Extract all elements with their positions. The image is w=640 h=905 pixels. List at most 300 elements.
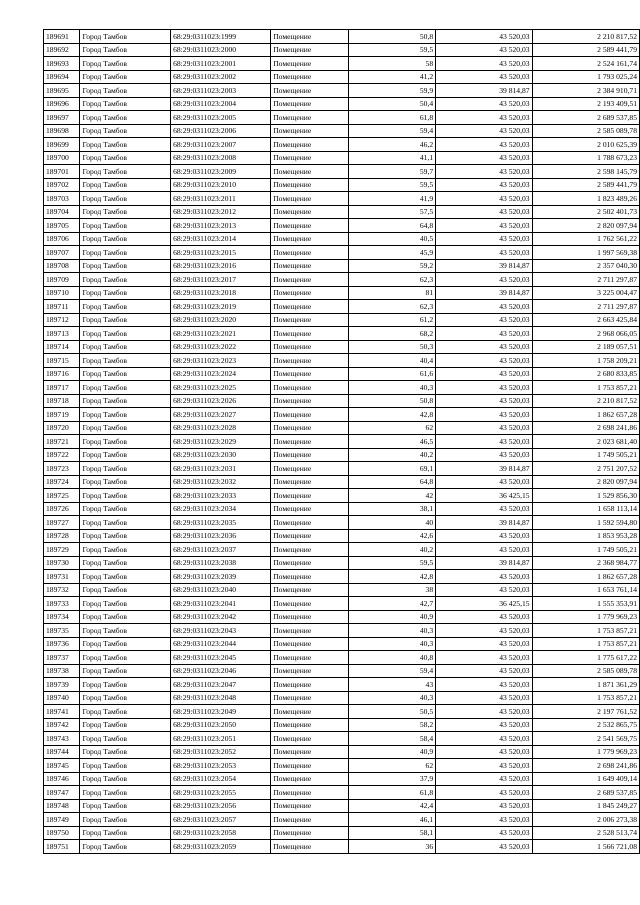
object-type-cell: Помещение [271,70,349,84]
cadastral-number-cell: 68:29:0311023:2027 [171,408,271,422]
unit-price-cell: 43 520,03 [436,624,532,638]
table-row [44,57,640,71]
cadastral-value-cell: 1 779 969,23 [532,610,639,624]
cadastral-value-cell: 2 585 089,78 [532,124,639,138]
unit-price-cell: 43 520,03 [436,151,532,165]
unit-price-cell: 43 520,03 [436,813,532,827]
cadastral-number-cell: 68:29:0311023:2036 [171,529,271,543]
city-cell: Город Тамбов [80,421,171,435]
unit-price-cell: 43 520,03 [436,327,532,341]
unit-price-cell: 43 520,03 [436,138,532,152]
object-type-cell: Помещение [271,718,349,732]
cadastral-value-cell: 2 689 537,85 [532,111,639,125]
area-cell: 59,2 [349,259,436,273]
row-id-cell: 189707 [44,246,80,260]
table-row [44,327,640,341]
table-row [44,448,640,462]
city-cell: Город Тамбов [80,232,171,246]
object-type-cell: Помещение [271,664,349,678]
area-cell: 81 [349,286,436,300]
cadastral-number-cell: 68:29:0311023:2043 [171,624,271,638]
area-cell: 61,6 [349,367,436,381]
cadastral-number-cell: 68:29:0311023:2056 [171,799,271,813]
row-id-cell: 189704 [44,205,80,219]
object-type-cell: Помещение [271,786,349,800]
city-cell: Город Тамбов [80,772,171,786]
city-cell: Город Тамбов [80,570,171,584]
city-cell: Город Тамбов [80,138,171,152]
row-id-cell: 189730 [44,556,80,570]
row-id-cell: 189729 [44,543,80,557]
area-cell: 62 [349,759,436,773]
row-id-cell: 189698 [44,124,80,138]
row-id-cell: 189750 [44,826,80,840]
table-row [44,705,640,719]
unit-price-cell: 43 520,03 [436,705,532,719]
cadastral-number-cell: 68:29:0311023:2013 [171,219,271,233]
row-id-cell: 189718 [44,394,80,408]
city-cell: Город Тамбов [80,30,171,44]
cadastral-number-cell: 68:29:0311023:2053 [171,759,271,773]
cadastral-value-cell: 1 753 857,21 [532,624,639,638]
city-cell: Город Тамбов [80,448,171,462]
object-type-cell: Помещение [271,705,349,719]
table-row [44,583,640,597]
row-id-cell: 189725 [44,489,80,503]
cadastral-number-cell: 68:29:0311023:2057 [171,813,271,827]
cadastral-value-cell: 1 749 505,21 [532,448,639,462]
cadastral-number-cell: 68:29:0311023:2059 [171,840,271,854]
object-type-cell: Помещение [271,624,349,638]
row-id-cell: 189716 [44,367,80,381]
cadastral-number-cell: 68:29:0311023:2042 [171,610,271,624]
unit-price-cell: 39 814,87 [436,84,532,98]
cadastral-value-cell: 2 532 865,75 [532,718,639,732]
object-type-cell: Помещение [271,759,349,773]
cadastral-number-cell: 68:29:0311023:2051 [171,732,271,746]
row-id-cell: 189746 [44,772,80,786]
unit-price-cell: 43 520,03 [436,97,532,111]
city-cell: Город Тамбов [80,664,171,678]
table-row [44,30,640,44]
area-cell: 40 [349,516,436,530]
cadastral-number-cell: 68:29:0311023:2039 [171,570,271,584]
row-id-cell: 189737 [44,651,80,665]
row-id-cell: 189751 [44,840,80,854]
cadastral-value-cell: 1 753 857,21 [532,691,639,705]
cadastral-number-cell: 68:29:0311023:2026 [171,394,271,408]
object-type-cell: Помещение [271,286,349,300]
area-cell: 40,3 [349,381,436,395]
cadastral-value-cell: 2 368 984,77 [532,556,639,570]
object-type-cell: Помещение [271,165,349,179]
cadastral-value-cell: 1 793 025,24 [532,70,639,84]
unit-price-cell: 43 520,03 [436,543,532,557]
city-cell: Город Тамбов [80,759,171,773]
row-id-cell: 189723 [44,462,80,476]
unit-price-cell: 43 520,03 [436,637,532,651]
area-cell: 45,9 [349,246,436,260]
unit-price-cell: 43 520,03 [436,732,532,746]
object-type-cell: Помещение [271,732,349,746]
city-cell: Город Тамбов [80,205,171,219]
cadastral-number-cell: 68:29:0311023:2000 [171,43,271,57]
table-row [44,718,640,732]
unit-price-cell: 43 520,03 [436,246,532,260]
object-type-cell: Помещение [271,151,349,165]
cadastral-value-cell: 2 751 207,52 [532,462,639,476]
row-id-cell: 189727 [44,516,80,530]
cadastral-number-cell: 68:29:0311023:2035 [171,516,271,530]
area-cell: 41,9 [349,192,436,206]
row-id-cell: 189706 [44,232,80,246]
cadastral-value-cell: 2 689 537,85 [532,786,639,800]
area-cell: 59,5 [349,178,436,192]
area-cell: 62 [349,421,436,435]
cadastral-number-cell: 68:29:0311023:2018 [171,286,271,300]
unit-price-cell: 43 520,03 [436,448,532,462]
cadastral-value-cell: 1 592 594,80 [532,516,639,530]
city-cell: Город Тамбов [80,286,171,300]
cadastral-number-cell: 68:29:0311023:2046 [171,664,271,678]
cadastral-value-cell: 2 006 273,38 [532,813,639,827]
city-cell: Город Тамбов [80,529,171,543]
cadastral-value-cell: 2 193 409,51 [532,97,639,111]
area-cell: 46,1 [349,813,436,827]
area-cell: 41,1 [349,151,436,165]
area-cell: 37,9 [349,772,436,786]
object-type-cell: Помещение [271,475,349,489]
unit-price-cell: 43 520,03 [436,394,532,408]
row-id-cell: 189747 [44,786,80,800]
unit-price-cell: 43 520,03 [436,475,532,489]
cadastral-value-cell: 1 853 953,28 [532,529,639,543]
area-cell: 50,3 [349,340,436,354]
cadastral-number-cell: 68:29:0311023:2034 [171,502,271,516]
row-id-cell: 189708 [44,259,80,273]
cadastral-value-cell: 1 871 361,29 [532,678,639,692]
table-row [44,259,640,273]
cadastral-value-cell: 3 225 004,47 [532,286,639,300]
city-cell: Город Тамбов [80,678,171,692]
row-id-cell: 189742 [44,718,80,732]
city-cell: Город Тамбов [80,543,171,557]
city-cell: Город Тамбов [80,637,171,651]
cadastral-number-cell: 68:29:0311023:2003 [171,84,271,98]
row-id-cell: 189738 [44,664,80,678]
cadastral-number-cell: 68:29:0311023:2004 [171,97,271,111]
row-id-cell: 189709 [44,273,80,287]
cadastral-number-cell: 68:29:0311023:2049 [171,705,271,719]
area-cell: 58,1 [349,826,436,840]
area-cell: 50,4 [349,97,436,111]
cadastral-number-cell: 68:29:0311023:2006 [171,124,271,138]
object-type-cell: Помещение [271,637,349,651]
object-type-cell: Помещение [271,516,349,530]
table-row [44,313,640,327]
object-type-cell: Помещение [271,813,349,827]
unit-price-cell: 43 520,03 [436,219,532,233]
cadastral-value-cell: 2 585 089,78 [532,664,639,678]
object-type-cell: Помещение [271,300,349,314]
table-row [44,219,640,233]
city-cell: Город Тамбов [80,367,171,381]
city-cell: Город Тамбов [80,313,171,327]
row-id-cell: 189740 [44,691,80,705]
city-cell: Город Тамбов [80,732,171,746]
area-cell: 42,4 [349,799,436,813]
area-cell: 62,3 [349,273,436,287]
city-cell: Город Тамбов [80,583,171,597]
cadastral-value-cell: 1 749 505,21 [532,543,639,557]
unit-price-cell: 43 520,03 [436,124,532,138]
object-type-cell: Помещение [271,556,349,570]
unit-price-cell: 39 814,87 [436,286,532,300]
row-id-cell: 189736 [44,637,80,651]
table-row [44,826,640,840]
table-row [44,637,640,651]
object-type-cell: Помещение [271,259,349,273]
table-row [44,759,640,773]
unit-price-cell: 43 520,03 [436,313,532,327]
table-row [44,610,640,624]
city-cell: Город Тамбов [80,327,171,341]
city-cell: Город Тамбов [80,705,171,719]
row-id-cell: 189719 [44,408,80,422]
table-row [44,124,640,138]
object-type-cell: Помещение [271,30,349,44]
table-row [44,597,640,611]
object-type-cell: Помещение [271,435,349,449]
area-cell: 59,4 [349,664,436,678]
object-type-cell: Помещение [271,610,349,624]
city-cell: Город Тамбов [80,624,171,638]
cadastral-number-cell: 68:29:0311023:2058 [171,826,271,840]
object-type-cell: Помещение [271,97,349,111]
cadastral-number-cell: 68:29:0311023:2007 [171,138,271,152]
unit-price-cell: 43 520,03 [436,718,532,732]
row-id-cell: 189700 [44,151,80,165]
cadastral-number-cell: 68:29:0311023:2054 [171,772,271,786]
object-type-cell: Помещение [271,772,349,786]
cadastral-number-cell: 68:29:0311023:2029 [171,435,271,449]
city-cell: Город Тамбов [80,502,171,516]
table-row [44,556,640,570]
cadastral-number-cell: 68:29:0311023:2020 [171,313,271,327]
object-type-cell: Помещение [271,381,349,395]
row-id-cell: 189701 [44,165,80,179]
row-id-cell: 189714 [44,340,80,354]
row-id-cell: 189739 [44,678,80,692]
table-row [44,624,640,638]
table-row [44,232,640,246]
city-cell: Город Тамбов [80,57,171,71]
cadastral-value-cell: 2 598 145,79 [532,165,639,179]
object-type-cell: Помещение [271,138,349,152]
table-row [44,664,640,678]
table-row [44,813,640,827]
unit-price-cell: 43 520,03 [436,570,532,584]
area-cell: 59,5 [349,556,436,570]
row-id-cell: 189696 [44,97,80,111]
object-type-cell: Помещение [271,583,349,597]
cadastral-number-cell: 68:29:0311023:2019 [171,300,271,314]
row-id-cell: 189694 [44,70,80,84]
city-cell: Город Тамбов [80,435,171,449]
cadastral-value-cell: 2 010 625,39 [532,138,639,152]
table-row [44,408,640,422]
object-type-cell: Помещение [271,43,349,57]
table-row [44,178,640,192]
area-cell: 64,8 [349,475,436,489]
cadastral-value-cell: 1 862 657,28 [532,408,639,422]
city-cell: Город Тамбов [80,84,171,98]
unit-price-cell: 43 520,03 [436,435,532,449]
cadastral-number-cell: 68:29:0311023:2041 [171,597,271,611]
table-row [44,435,640,449]
area-cell: 59,9 [349,84,436,98]
unit-price-cell: 36 425,15 [436,489,532,503]
city-cell: Город Тамбов [80,165,171,179]
unit-price-cell: 43 520,03 [436,529,532,543]
unit-price-cell: 43 520,03 [436,826,532,840]
cadastral-value-cell: 2 711 297,87 [532,300,639,314]
cadastral-value-cell: 2 698 241,86 [532,759,639,773]
object-type-cell: Помещение [271,192,349,206]
unit-price-cell: 43 520,03 [436,678,532,692]
city-cell: Город Тамбов [80,651,171,665]
area-cell: 46,2 [349,138,436,152]
unit-price-cell: 43 520,03 [436,178,532,192]
table-row [44,745,640,759]
area-cell: 46,5 [349,435,436,449]
cadastral-value-cell: 2 663 425,84 [532,313,639,327]
cadastral-number-cell: 68:29:0311023:2022 [171,340,271,354]
object-type-cell: Помещение [271,543,349,557]
city-cell: Город Тамбов [80,691,171,705]
cadastral-number-cell: 68:29:0311023:2016 [171,259,271,273]
area-cell: 40,4 [349,354,436,368]
row-id-cell: 189702 [44,178,80,192]
cadastral-number-cell: 68:29:0311023:2052 [171,745,271,759]
table-row [44,111,640,125]
table-row [44,246,640,260]
unit-price-cell: 43 520,03 [436,300,532,314]
table-row [44,651,640,665]
table-body [44,30,640,854]
city-cell: Город Тамбов [80,718,171,732]
cadastral-number-cell: 68:29:0311023:2001 [171,57,271,71]
unit-price-cell: 43 520,03 [436,610,532,624]
city-cell: Город Тамбов [80,408,171,422]
cadastral-number-cell: 68:29:0311023:1999 [171,30,271,44]
cadastral-value-cell: 2 589 441,79 [532,43,639,57]
city-cell: Город Тамбов [80,475,171,489]
unit-price-cell: 43 520,03 [436,354,532,368]
unit-price-cell: 43 520,03 [436,43,532,57]
cadastral-number-cell: 68:29:0311023:2025 [171,381,271,395]
cadastral-value-cell: 2 589 441,79 [532,178,639,192]
table-row [44,840,640,854]
cadastral-number-cell: 68:29:0311023:2033 [171,489,271,503]
row-id-cell: 189744 [44,745,80,759]
cadastral-value-cell: 1 758 209,21 [532,354,639,368]
cadastral-value-cell: 1 779 969,23 [532,745,639,759]
table-row [44,394,640,408]
area-cell: 69,1 [349,462,436,476]
cadastral-value-cell: 1 566 721,08 [532,840,639,854]
cadastral-number-cell: 68:29:0311023:2002 [171,70,271,84]
cadastral-value-table [43,29,640,854]
cadastral-number-cell: 68:29:0311023:2012 [171,205,271,219]
city-cell: Город Тамбов [80,610,171,624]
object-type-cell: Помещение [271,273,349,287]
object-type-cell: Помещение [271,367,349,381]
cadastral-value-cell: 2 820 097,94 [532,219,639,233]
table-row [44,340,640,354]
city-cell: Город Тамбов [80,43,171,57]
table-row [44,138,640,152]
area-cell: 68,2 [349,327,436,341]
row-id-cell: 189735 [44,624,80,638]
cadastral-value-cell: 1 862 657,28 [532,570,639,584]
cadastral-value-cell: 1 823 489,26 [532,192,639,206]
cadastral-value-cell: 2 968 066,05 [532,327,639,341]
unit-price-cell: 43 520,03 [436,408,532,422]
cadastral-number-cell: 68:29:0311023:2032 [171,475,271,489]
unit-price-cell: 43 520,03 [436,421,532,435]
unit-price-cell: 43 520,03 [436,57,532,71]
row-id-cell: 189699 [44,138,80,152]
area-cell: 50,5 [349,705,436,719]
unit-price-cell: 43 520,03 [436,340,532,354]
row-id-cell: 189745 [44,759,80,773]
table-row [44,354,640,368]
cadastral-number-cell: 68:29:0311023:2014 [171,232,271,246]
city-cell: Город Тамбов [80,840,171,854]
area-cell: 59,5 [349,43,436,57]
table-row [44,489,640,503]
area-cell: 38,1 [349,502,436,516]
unit-price-cell: 43 520,03 [436,759,532,773]
object-type-cell: Помещение [271,799,349,813]
unit-price-cell: 43 520,03 [436,367,532,381]
city-cell: Город Тамбов [80,259,171,273]
row-id-cell: 189717 [44,381,80,395]
area-cell: 58 [349,57,436,71]
row-id-cell: 189741 [44,705,80,719]
area-cell: 40,3 [349,691,436,705]
cadastral-value-cell: 2 680 833,85 [532,367,639,381]
table-row [44,543,640,557]
cadastral-number-cell: 68:29:0311023:2017 [171,273,271,287]
row-id-cell: 189731 [44,570,80,584]
area-cell: 42,8 [349,408,436,422]
object-type-cell: Помещение [271,219,349,233]
city-cell: Город Тамбов [80,786,171,800]
cadastral-value-cell: 1 762 561,22 [532,232,639,246]
row-id-cell: 189703 [44,192,80,206]
area-cell: 58,2 [349,718,436,732]
unit-price-cell: 43 520,03 [436,691,532,705]
city-cell: Город Тамбов [80,799,171,813]
cadastral-number-cell: 68:29:0311023:2015 [171,246,271,260]
object-type-cell: Помещение [271,840,349,854]
cadastral-value-cell: 2 502 401,73 [532,205,639,219]
object-type-cell: Помещение [271,489,349,503]
cadastral-number-cell: 68:29:0311023:2055 [171,786,271,800]
area-cell: 59,7 [349,165,436,179]
